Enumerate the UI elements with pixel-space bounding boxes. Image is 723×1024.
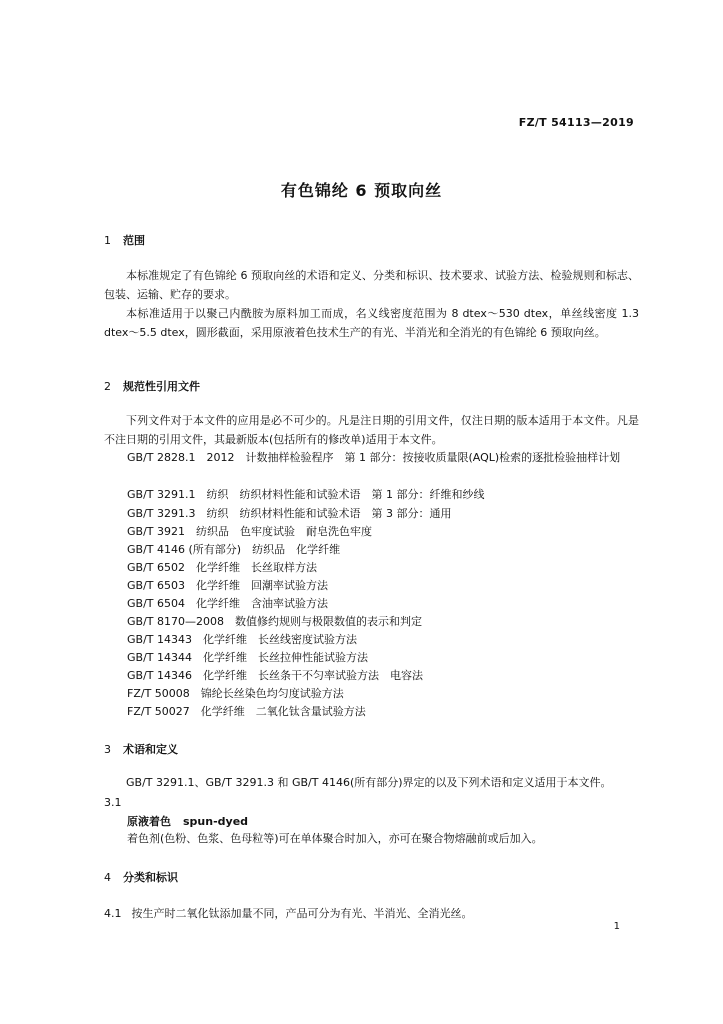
reference-item: GB/T 3291.1 纺织 纺织材料性能和试验术语 第 1 部分：纤维和纱线 <box>127 488 485 501</box>
section-number: 1 <box>104 234 111 247</box>
section-3-heading <box>104 741 178 757</box>
reference-item: GB/T 4146 (所有部分) 纺织品 化学纤维 <box>127 543 341 556</box>
section-title: 分类和标识 <box>123 871 178 884</box>
scope-paragraph-1: 本标准规定了有色锦纶 6 预取向丝的术语和定义、分类和标识、技术要求、试验方法、检验规则和标志、包装、运输、贮存的要求。 <box>104 269 639 301</box>
reference-item: GB/T 2828.1 2012 计数抽样检验程序 第 1 部分：按接收质量限(AQL)检索的逐批检验抽样计划 <box>127 451 621 464</box>
page-number: 1 <box>613 921 620 932</box>
reference-item: GB/T 6504 化学纤维 含油率试验方法 <box>127 597 328 610</box>
term-english: spun-dyed <box>183 815 249 828</box>
term-chinese: 原液着色 <box>127 815 171 828</box>
term-number: 3.1 <box>104 796 122 809</box>
section-4-heading <box>104 869 178 885</box>
reference-item: GB/T 6503 化学纤维 回潮率试验方法 <box>127 579 328 592</box>
reference-item: FZ/T 50027 化学纤维 二氧化钛含量试验方法 <box>127 705 366 718</box>
section-title: 规范性引用文件 <box>123 380 200 393</box>
reference-item: GB/T 8170—2008 数值修约规则与极限数值的表示和判定 <box>127 615 422 628</box>
section-title: 范围 <box>123 234 145 247</box>
references-intro: 下列文件对于本文件的应用是必不可少的。凡是注日期的引用文件，仅注日期的版本适用于本文件。凡是不注日期的引用文件，其最新版本(包括所有的修改单)适用于本文件。 <box>104 414 639 446</box>
section-number: 4 <box>104 871 111 884</box>
section-title: 术语和定义 <box>123 743 178 756</box>
subclause-4-1 <box>104 905 473 921</box>
scope-paragraph-2: 本标准适用于以聚己内酰胺为原料加工而成，名义线密度范围为 8 dtex～530 dtex，单丝线密度 1.3 dtex～5.5 dtex，圆形截面，采用原液着色技术生产的有光、半消光和全消光的有色锦纶 6 预取向丝。 <box>104 307 639 339</box>
subclause-text: 按生产时二氧化钛添加量不同，产品可分为有光、半消光、全消光丝。 <box>131 907 473 920</box>
standard-number: FZ/T 54113—2019 <box>518 116 634 129</box>
section-number: 3 <box>104 743 111 756</box>
section-1-heading <box>104 232 145 248</box>
section-number: 2 <box>104 380 111 393</box>
reference-item: GB/T 14346 化学纤维 长丝条干不匀率试验方法 电容法 <box>127 669 423 682</box>
subclause-number: 4.1 <box>104 907 122 920</box>
terms-intro: GB/T 3291.1、GB/T 3291.3 和 GB/T 4146(所有部分)界定的以及下列术语和定义适用于本文件。 <box>126 776 612 789</box>
section-2-heading <box>104 378 200 394</box>
reference-item: GB/T 3921 纺织品 色牢度试验 耐皂洗色牢度 <box>127 525 372 538</box>
term-definition: 着色剂(色粉、色浆、色母粒等)可在单体聚合时加入，亦可在聚合物熔融前或后加入。 <box>127 832 543 845</box>
reference-item: GB/T 14343 化学纤维 长丝线密度试验方法 <box>127 633 357 646</box>
reference-item: GB/T 14344 化学纤维 长丝拉伸性能试验方法 <box>127 651 368 664</box>
reference-item: GB/T 6502 化学纤维 长丝取样方法 <box>127 561 317 574</box>
reference-item: GB/T 3291.3 纺织 纺织材料性能和试验术语 第 3 部分：通用 <box>127 507 452 520</box>
reference-item: FZ/T 50008 锦纶长丝染色均匀度试验方法 <box>127 687 344 700</box>
term-entry <box>127 813 248 829</box>
document-title: 有色锦纶 6 预取向丝 <box>280 181 443 200</box>
